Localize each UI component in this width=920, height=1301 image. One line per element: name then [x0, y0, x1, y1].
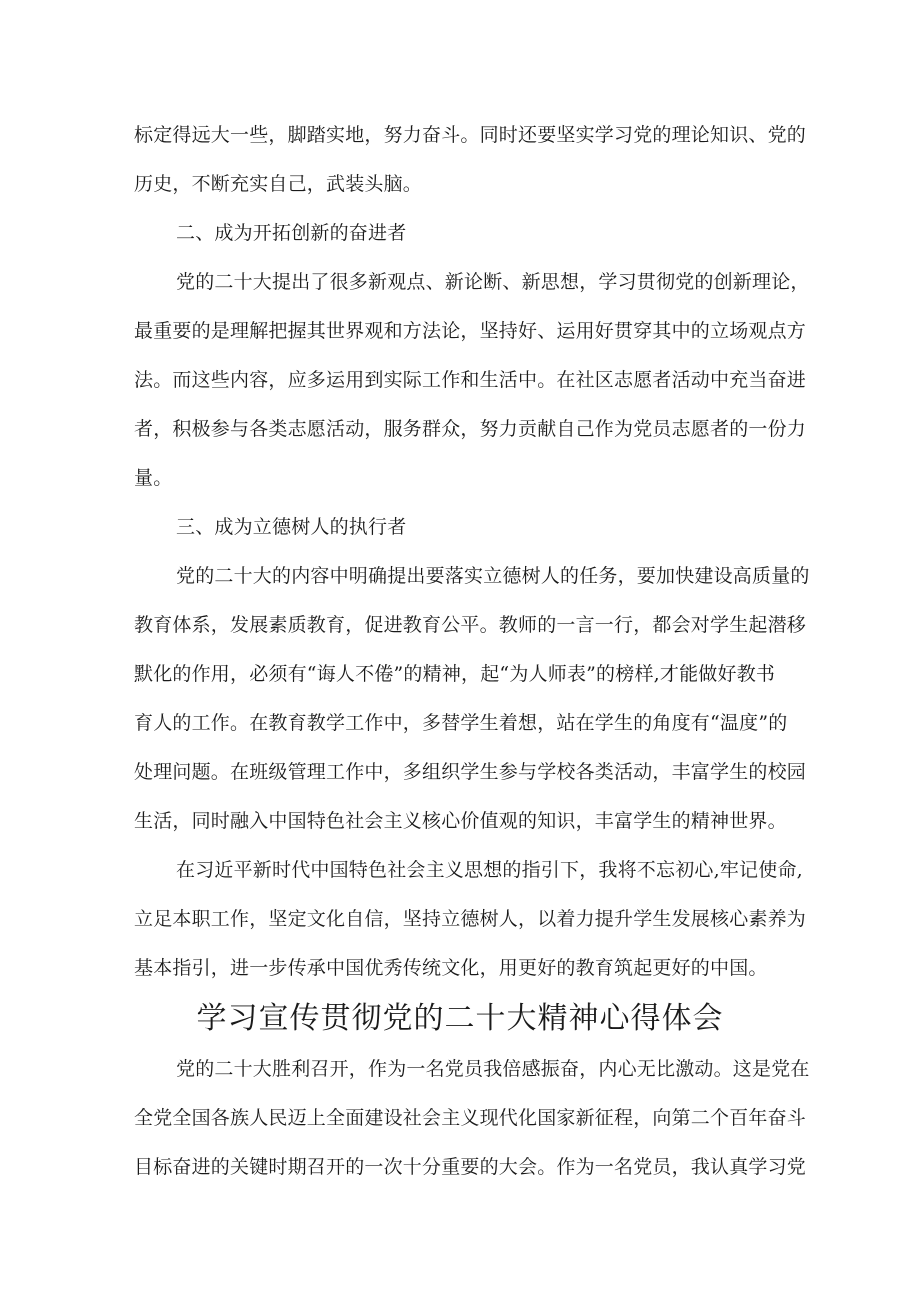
section-heading-3: 三、成为立德树人的执行者: [176, 516, 407, 538]
section-heading-2: 二、成为开拓创新的奋进者: [176, 222, 407, 244]
paragraph-2-line-1: 党的二十大提出了很多新观点、新论断、新思想，学习贯彻党的创新理论，: [176, 271, 810, 293]
paragraph-3-line-6: 生活，同时融入中国特色社会主义核心价值观的知识，丰富学生的精神世界。: [134, 810, 787, 832]
paragraph-3-line-5: 处理问题。在班级管理工作中，多组织学生参与学校各类活动，丰富学生的校园: [134, 761, 807, 783]
paragraph-3-line-2: 教育体系，发展素质教育，促进教育公平。教师的一言一行，都会对学生起潜移: [134, 614, 807, 636]
paragraph-1-line-2: 历史，不断充实自己，武装头脑。: [134, 173, 423, 195]
article-title: 学习宣传贯彻党的二十大精神心得体会: [196, 1001, 724, 1036]
paragraph-2-line-5: 量。: [134, 467, 173, 489]
paragraph-4-line-1: 在习近平新时代中国特色社会主义思想的指引下，我将不忘初心,牢记使命,: [176, 859, 803, 881]
paragraph-2-line-3: 法。而这些内容，应多运用到实际工作和生活中。在社区志愿者活动中充当奋进: [134, 369, 807, 391]
paragraph-4-line-3: 基本指引，进一步传承中国优秀传统文化，用更好的教育筑起更好的中国。: [134, 957, 768, 979]
paragraph-5-line-3: 目标奋进的关键时期召开的一次十分重要的大会。作为一名党员，我认真学习党: [134, 1156, 807, 1178]
paragraph-5-line-2: 全党全国各族人民迈上全面建设社会主义现代化国家新征程，向第二个百年奋斗: [134, 1107, 807, 1129]
paragraph-3-line-4: 育人的工作。在教育教学工作中，多替学生着想，站在学生的角度有“温度”的: [134, 712, 788, 734]
paragraph-1-line-1: 标定得远大一些，脚踏实地，努力奋斗。同时还要坚实学习党的理论知识、党的: [134, 124, 807, 146]
paragraph-2-line-4: 者，积极参与各类志愿活动，服务群众，努力贡献自己作为党员志愿者的一份力: [134, 418, 807, 440]
paragraph-4-line-2: 立足本职工作，坚定文化自信，坚持立德树人，以着力提升学生发展核心素养为: [134, 908, 807, 930]
paragraph-3-line-3: 默化的作用，必须有“诲人不倦”的精神，起“为人师表”的榜样,才能做好教书: [134, 663, 776, 685]
paragraph-2-line-2: 最重要的是理解把握其世界观和方法论，坚持好、运用好贯穿其中的立场观点方: [134, 320, 807, 342]
paragraph-5-line-1: 党的二十大胜利召开，作为一名党员我倍感振奋，内心无比激动。这是党在: [176, 1058, 810, 1080]
paragraph-3-line-1: 党的二十大的内容中明确提出要落实立德树人的任务，要加快建设高质量的: [176, 565, 810, 587]
